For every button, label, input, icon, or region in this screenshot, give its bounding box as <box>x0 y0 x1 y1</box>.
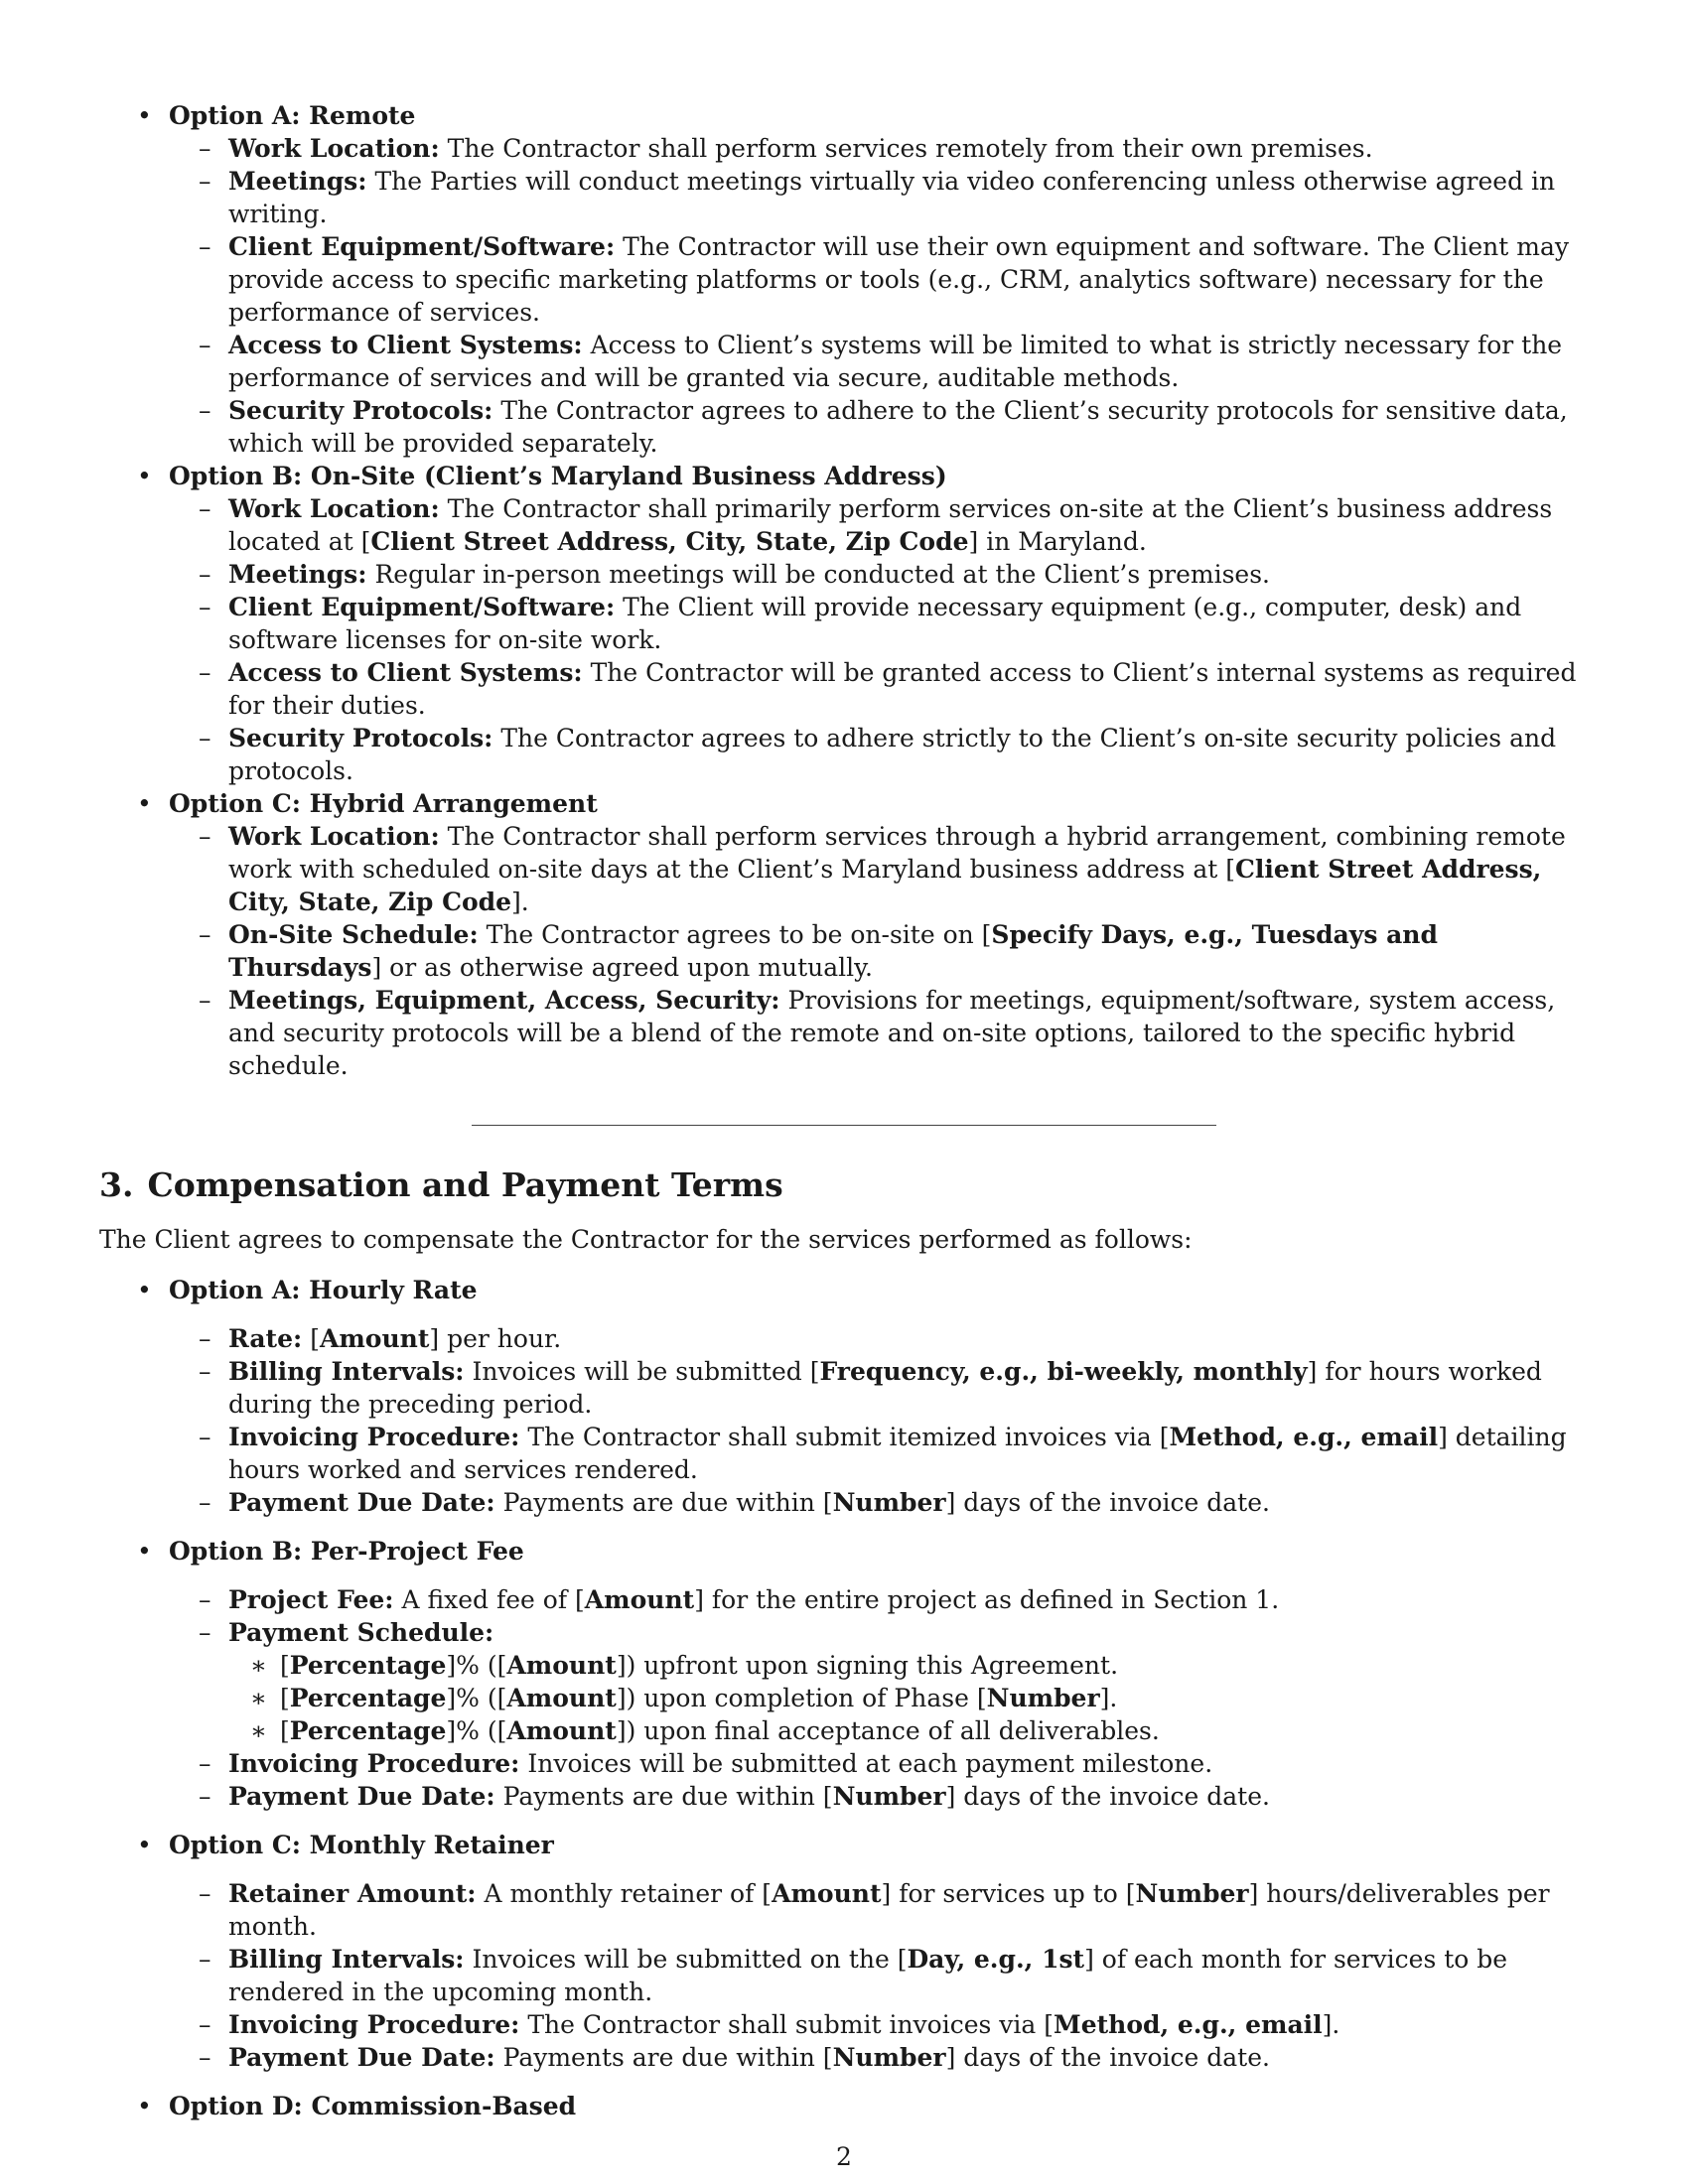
list-item: – Invoicing Procedure: The Contractor shall submit itemized invoices via [Method, e.g., email] detailing hours worked and services rendered. <box>169 1421 1589 1486</box>
payment-schedule <box>228 1649 1589 1747</box>
option-title: Option B: On-Site (Client’s Maryland Business Address) <box>169 462 947 490</box>
option-title: Option C: Monthly Retainer <box>169 1831 554 1859</box>
option-hybrid <box>99 787 1589 1082</box>
list-item: – Meetings, Equipment, Access, Security: Provisions for meetings, equipment/software, system access, and security protocols will be a blend of the remote and on-site options, tailored to the specific hybrid schedule. <box>169 984 1589 1082</box>
list-item: ∗ [Percentage]% ([Amount]) upon completion of Phase [Number]. <box>228 1682 1589 1714</box>
horizontal-rule <box>472 1125 1216 1126</box>
option-remote <box>99 99 1589 460</box>
list-item: ∗ [Percentage]% ([Amount]) upfront upon signing this Agreement. <box>228 1649 1589 1682</box>
section-intro: The Client agrees to compensate the Contractor for the services performed as follows: <box>99 1225 1193 1254</box>
list-item: – Billing Intervals: Invoices will be submitted [Frequency, e.g., bi-weekly, monthly] for hours worked during the preceding period. <box>169 1355 1589 1421</box>
option-on-site <box>99 460 1589 787</box>
option-hourly-rate <box>99 1274 1589 1519</box>
list-item: – Security Protocols: The Contractor agrees to adhere to the Client’s security protocols for sensitive data, which will be provided separately. <box>169 394 1589 460</box>
list-item: ∗ [Percentage]% ([Amount]) upon final acceptance of all deliverables. <box>228 1714 1589 1747</box>
section-heading: 3. Compensation and Payment Terms <box>99 1165 783 1204</box>
list-item: – Payment Due Date: Payments are due within [Number] days of the invoice date. <box>169 1486 1589 1519</box>
option-per-project-fee <box>99 1535 1589 1813</box>
option-title: Option C: Hybrid Arrangement <box>169 789 598 818</box>
work-arrangement-options <box>99 99 1589 1082</box>
list-item: – Work Location: The Contractor shall perform services remotely from their own premises. <box>169 132 1589 165</box>
list-item: – Client Equipment/Software: The Client will provide necessary equipment (e.g., computer, desk) and software licenses for on-site work. <box>169 591 1589 656</box>
list-item: – Meetings: The Parties will conduct meetings virtually via video conferencing unless otherwise agreed in writing. <box>169 165 1589 230</box>
list-item: – Invoicing Procedure: The Contractor shall submit invoices via [Method, e.g., email]. <box>169 2008 1589 2041</box>
option-title: Option A: Remote <box>169 101 416 130</box>
list-item: – Retainer Amount: A monthly retainer of [Amount] for services up to [Number] hours/deliverables per month. <box>169 1877 1589 1943</box>
page-number: 2 <box>836 2142 852 2171</box>
option-title: Option A: Hourly Rate <box>169 1276 478 1304</box>
list-item: – Payment Due Date: Payments are due within [Number] days of the invoice date. <box>169 2041 1589 2074</box>
option-title: Option B: Per-Project Fee <box>169 1537 524 1566</box>
list-item: – Access to Client Systems: The Contractor will be granted access to Client’s internal systems as required for their duties. <box>169 656 1589 722</box>
list-item: – Work Location: The Contractor shall primarily perform services on-site at the Client’s business address located at [Client Street Address, City, State, Zip Code] in Maryland. <box>169 492 1589 558</box>
list-item: – Work Location: The Contractor shall perform services through a hybrid arrangement, combining remote work with scheduled on-site days at the Client’s Maryland business address at [Client Street Address, City, State, Zip Code]. <box>169 820 1589 918</box>
option-monthly-retainer <box>99 1829 1589 2074</box>
compensation-options <box>99 1274 1589 2122</box>
option-commission-based <box>99 2090 1589 2122</box>
list-item: – Payment Due Date: Payments are due within [Number] days of the invoice date. <box>169 1780 1589 1813</box>
list-item: – Access to Client Systems: Access to Client’s systems will be limited to what is strictly necessary for the performance of services and will be granted via secure, auditable methods. <box>169 329 1589 394</box>
list-item: – Project Fee: A fixed fee of [Amount] for the entire project as defined in Section 1. <box>169 1583 1589 1616</box>
option-title: Option D: Commission-Based <box>169 2092 577 2120</box>
list-item: – On-Site Schedule: The Contractor agrees to be on-site on [Specify Days, e.g., Tuesdays and Thursdays] or as otherwise agreed upon mutually. <box>169 918 1589 984</box>
list-item: – Invoicing Procedure: Invoices will be submitted at each payment milestone. <box>169 1747 1589 1780</box>
list-item: – Meetings: Regular in-person meetings will be conducted at the Client’s premises. <box>169 558 1589 591</box>
list-item: – Client Equipment/Software: The Contractor will use their own equipment and software. The Client may provide access to specific marketing platforms or tools (e.g., CRM, analytics software) necessary for the performance of services. <box>169 230 1589 329</box>
list-item: – Security Protocols: The Contractor agrees to adhere strictly to the Client’s on-site security policies and protocols. <box>169 722 1589 787</box>
list-item: – Rate: [Amount] per hour. <box>169 1322 1589 1355</box>
list-item: – Payment Schedule: ∗ [Percentage]% ([Amount]) upfront upon signing this Agreement. ∗ [Percentage]% ([Amount]) upon completion of Phase [Number]. ∗ [Percentage]% ([Amount]) upon final acceptance of all deliverables. <box>169 1616 1589 1747</box>
list-item: – Billing Intervals: Invoices will be submitted on the [Day, e.g., 1st] of each month for services to be rendered in the upcoming month. <box>169 1943 1589 2008</box>
document-page <box>99 99 1589 2122</box>
